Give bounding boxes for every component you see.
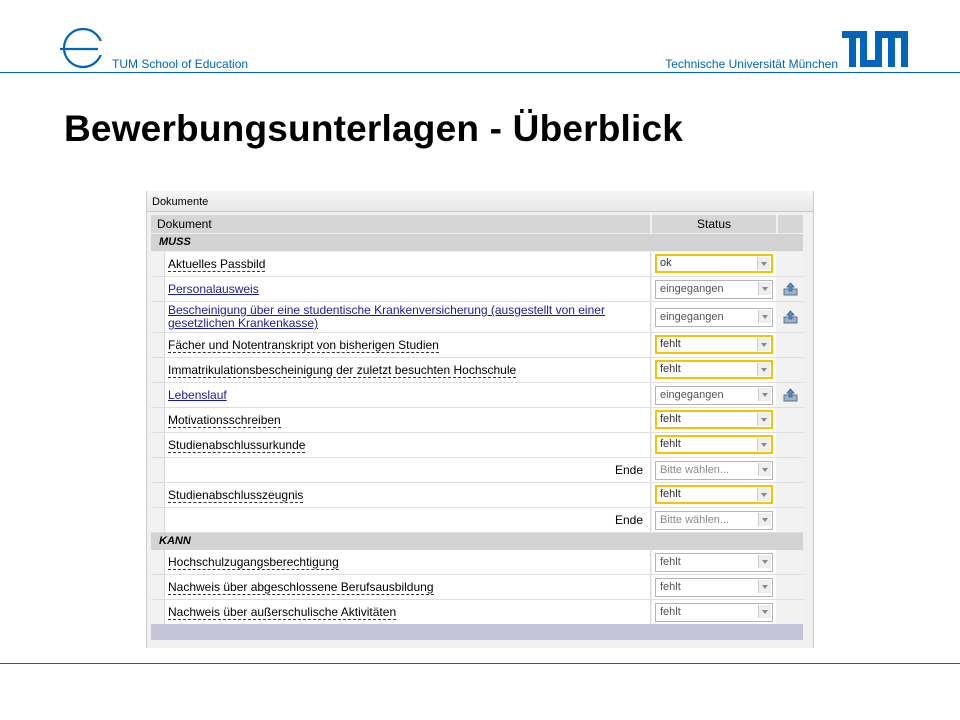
document-name: Immatrikulationsbescheinigung der zuletzt besuchten Hochschule (168, 363, 517, 377)
chevron-down-icon (758, 555, 771, 568)
upload-icon[interactable] (783, 310, 798, 324)
end-label: Ende (614, 513, 643, 527)
table-row (151, 277, 803, 302)
column-header-status[interactable]: Status (652, 215, 776, 233)
status-select[interactable]: fehlt (655, 360, 773, 379)
category-muss: MUSS (151, 234, 803, 251)
school-name: TUM School of Education (112, 57, 249, 71)
table-row (151, 550, 803, 575)
footer-rule (0, 663, 960, 664)
document-name: Nachweis über außerschulische Aktivitäten (168, 605, 397, 619)
table-row (151, 302, 803, 333)
grid-footer (151, 624, 803, 640)
table-row (151, 358, 803, 383)
university-name: Technische Universität München (665, 57, 838, 71)
status-select[interactable]: eingegangen (655, 386, 773, 405)
table-row (151, 383, 803, 408)
header-rule (0, 72, 960, 73)
document-link[interactable]: Bescheinigung über eine studentische Krankenversicherung (ausgestellt von einer (168, 303, 605, 317)
panel-title: Dokumente (147, 191, 813, 212)
table-row (151, 408, 803, 433)
table-row (151, 483, 803, 508)
tum-logo-icon (842, 31, 908, 67)
status-select[interactable]: fehlt (655, 603, 773, 622)
status-select[interactable]: fehlt (655, 335, 773, 354)
end-date-select[interactable]: Bitte wählen... (655, 511, 773, 530)
document-name: Fächer und Notentranskript von bisherigen Studien (168, 338, 439, 352)
chevron-down-icon (757, 488, 770, 501)
status-select[interactable]: fehlt (655, 485, 773, 504)
status-select[interactable]: eingegangen (655, 308, 773, 327)
chevron-down-icon (758, 580, 771, 593)
document-name: Motivationsschreiben (168, 413, 281, 427)
document-name: Aktuelles Passbild (168, 257, 266, 271)
chevron-down-icon (758, 605, 771, 618)
document-link-cont[interactable]: gesetzlichen Krankenkasse) (168, 316, 319, 330)
table-row (151, 252, 803, 277)
document-name: Studienabschlusszeugnis (168, 488, 304, 502)
document-name: Studienabschlussurkunde (168, 438, 306, 452)
chevron-down-icon (758, 310, 771, 323)
document-name: Hochschulzugangsberechtigung (168, 555, 339, 569)
status-select[interactable]: ok (655, 254, 773, 273)
upload-icon[interactable] (783, 388, 798, 402)
document-link[interactable]: Lebenslauf (168, 388, 227, 402)
status-select[interactable]: fehlt (655, 553, 773, 572)
document-name: Nachweis über abgeschlossene Berufsausbildung (168, 580, 434, 594)
table-row (151, 575, 803, 600)
category-kann: KANN (151, 533, 803, 550)
status-select[interactable]: fehlt (655, 435, 773, 454)
upload-icon[interactable] (783, 282, 798, 296)
document-link[interactable]: Personalausweis (168, 282, 259, 296)
column-header-actions (778, 215, 803, 233)
end-date-select[interactable]: Bitte wählen... (655, 461, 773, 480)
table-row (151, 600, 803, 625)
status-select[interactable]: fehlt (655, 410, 773, 429)
chevron-down-icon (757, 338, 770, 351)
column-header-document[interactable]: Dokument (151, 215, 650, 233)
chevron-down-icon (758, 282, 771, 295)
tum-education-logo-icon (60, 26, 106, 70)
documents-panel (146, 191, 814, 648)
status-select[interactable]: eingegangen (655, 280, 773, 299)
chevron-down-icon (758, 463, 771, 476)
chevron-down-icon (758, 513, 771, 526)
slide-title: Bewerbungsunterlagen - Überblick (64, 108, 684, 149)
status-select[interactable]: fehlt (655, 578, 773, 597)
end-label: Ende (614, 463, 643, 477)
table-row (151, 333, 803, 358)
table-row (151, 433, 803, 458)
table-row (151, 508, 803, 533)
chevron-down-icon (757, 413, 770, 426)
chevron-down-icon (757, 257, 770, 270)
chevron-down-icon (757, 363, 770, 376)
chevron-down-icon (757, 438, 770, 451)
chevron-down-icon (758, 388, 771, 401)
table-row (151, 458, 803, 483)
